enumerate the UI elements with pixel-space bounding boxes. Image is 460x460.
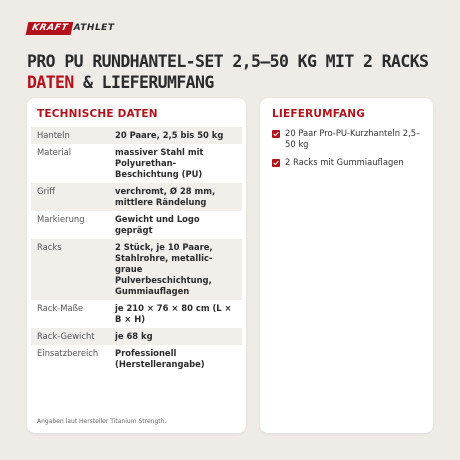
source-footnote: Angaben laut Hersteller Titanium Strength. — [37, 418, 167, 425]
headline-line2-rest: & LIEFERUMFANG — [73, 73, 214, 92]
spec-label: Material — [37, 147, 72, 157]
list-item-text: 20 Paar Pro-PU-Kurzhanteln 2,5–50 kg — [285, 128, 421, 149]
spec-value: Gewicht und Logo geprägt — [115, 214, 200, 235]
spec-value: 2 Stück, je 10 Paare, Stahlrohre, metallic-graue Pulverbeschichtung, Gummiauflagen — [115, 242, 213, 296]
tech-specs-card — [27, 98, 246, 433]
spec-label: Rack-Gewicht — [37, 331, 95, 341]
list-item-text: 2 Racks mit Gummiauflagen — [285, 157, 404, 167]
spec-value: je 68 kg — [115, 331, 153, 341]
spec-value: 20 Paare, 2,5 bis 50 kg — [115, 130, 224, 140]
spec-label: Racks — [37, 242, 62, 252]
spec-value: massiver Stahl mit Polyurethan-Beschichtung (PU) — [115, 147, 204, 179]
headline-accent-word: DATEN — [27, 73, 74, 92]
list-item — [272, 157, 427, 168]
spec-table — [31, 127, 242, 373]
table-row — [31, 211, 242, 239]
spec-label: Markierung — [37, 214, 85, 224]
spec-value: verchromt, Ø 28 mm, mittlere Rändelung — [115, 186, 216, 207]
headline-line2 — [27, 72, 447, 93]
checkbox-checked-icon — [272, 159, 280, 167]
spec-label: Rack-Maße — [37, 303, 84, 313]
table-row — [31, 239, 242, 300]
brand-logo-part1: KRAFT — [26, 22, 73, 35]
spec-value: je 210 × 76 × 80 cm (L × B × H) — [115, 303, 232, 324]
list-item — [272, 128, 427, 150]
scope-list — [272, 128, 427, 175]
table-row — [31, 127, 242, 144]
spec-label: Hanteln — [37, 130, 70, 140]
spec-label: Einsatzbereich — [37, 348, 99, 358]
brand-logo-part2: ATHLET — [73, 23, 115, 33]
table-row — [31, 345, 242, 373]
checkbox-checked-icon — [272, 130, 280, 138]
table-row — [31, 144, 242, 183]
tech-specs-title: TECHNISCHE DATEN — [37, 108, 158, 120]
table-row — [31, 328, 242, 345]
scope-of-delivery-card — [260, 98, 433, 433]
scope-title: LIEFERUMFANG — [272, 108, 366, 120]
headline-line1: PRO PU RUNDHANTEL-SET 2,5–50 KG MIT 2 RACKS — [27, 52, 429, 71]
table-row — [31, 183, 242, 211]
page-headline — [27, 51, 447, 93]
spec-value: Professionell (Herstellerangabe) — [115, 348, 205, 369]
spec-label: Griff — [37, 186, 56, 196]
brand-logo — [27, 22, 114, 35]
table-row — [31, 300, 242, 328]
